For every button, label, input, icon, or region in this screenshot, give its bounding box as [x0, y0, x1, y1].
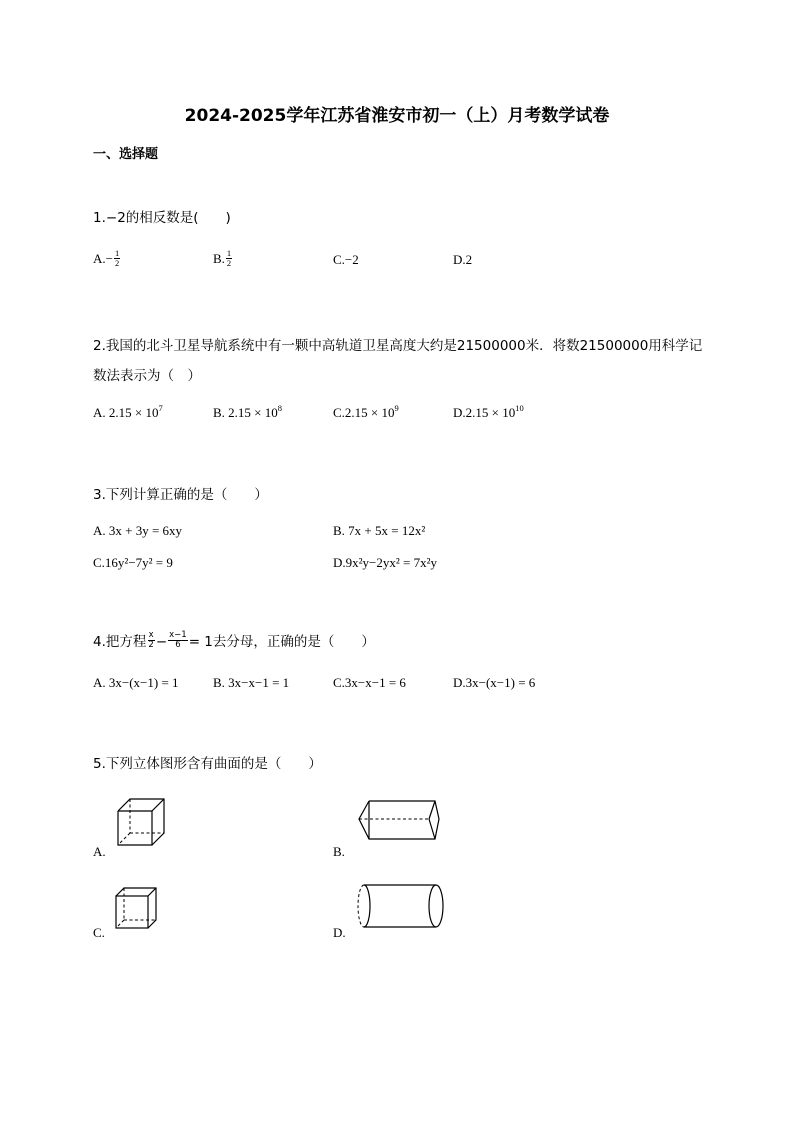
- fraction-one-half: $\frac{1}{2}$: [226, 248, 232, 268]
- option-b-label: B.: [213, 251, 225, 266]
- fraction-x-over-2: $\frac{x}{2}$: [148, 630, 154, 650]
- question-2-option-d[interactable]: $D.2.15 \times 10^{10}$: [453, 403, 524, 420]
- question-3-stem: 3.下列计算正确的是（ ）: [93, 487, 268, 503]
- section-heading: 一、选择题: [93, 147, 159, 162]
- fraction-one-half: $\frac{1}{2}$: [114, 248, 120, 268]
- question-3-option-a[interactable]: A. 3x + 3y = 6xy: [93, 523, 183, 538]
- question-1-option-d[interactable]: D.2: [453, 252, 473, 267]
- question-2-stem-line1: 2.我国的北斗卫星导航系统中有一颗中高轨道卫星高度大约是21500000米．将数21500000用科学记: [93, 338, 703, 354]
- question-2-stem-line2: 数法表示为（ ）: [93, 368, 201, 384]
- cube-icon: [114, 886, 160, 932]
- question-1-option-b[interactable]: [213, 248, 233, 269]
- cylinder-icon: [356, 883, 448, 929]
- option-a-label: A.−: [93, 251, 113, 266]
- question-4-option-c[interactable]: C.3x−x−1 = 6: [333, 675, 406, 690]
- question-3-option-b[interactable]: B. 7x + 5x = 12x²: [333, 523, 426, 538]
- question-3-option-d[interactable]: D.9x²y−2yx² = 7x²y: [333, 555, 437, 570]
- question-5-option-a-label[interactable]: A.: [93, 844, 106, 859]
- question-5-option-d-label[interactable]: D.: [333, 925, 346, 940]
- page-title: 2024-2025学年江苏省淮安市初一（上）月考数学试卷: [184, 106, 610, 126]
- question-3-option-c[interactable]: C.16y²−7y² = 9: [93, 555, 173, 570]
- question-5-option-c-label[interactable]: C.: [93, 925, 105, 940]
- question-5-stem: 5.下列立体图形含有曲面的是（ ）: [93, 756, 322, 772]
- question-5-option-b-label[interactable]: B.: [333, 844, 345, 859]
- question-2-option-a[interactable]: A. $2.15 \times 10^7$: [93, 403, 163, 420]
- triangular-prism-icon: [357, 799, 441, 843]
- question-1-stem: 1.−2的相反数是( ): [93, 210, 231, 226]
- fraction-x-minus-1-over-6: $\frac{x-1}{6}$: [169, 630, 187, 650]
- cube-oblique-icon: [116, 797, 168, 849]
- question-1-option-c[interactable]: C.−2: [333, 252, 359, 267]
- question-4-option-d[interactable]: D.3x−(x−1) = 6: [453, 675, 536, 690]
- question-4-stem: 4.把方程 $\frac{x}{2}$ − $\frac{x-1}{6}$ = 1去分母，正确的是（ ）: [93, 630, 375, 650]
- question-4-option-b[interactable]: B. 3x−x−1 = 1: [213, 675, 290, 690]
- question-4-option-a[interactable]: A. 3x−(x−1) = 1: [93, 675, 179, 690]
- question-2-option-c[interactable]: $C.2.15 \times 10^9$: [333, 403, 399, 420]
- question-1-option-a[interactable]: [93, 248, 121, 269]
- question-2-option-b[interactable]: B. $2.15 \times 10^8$: [213, 403, 283, 420]
